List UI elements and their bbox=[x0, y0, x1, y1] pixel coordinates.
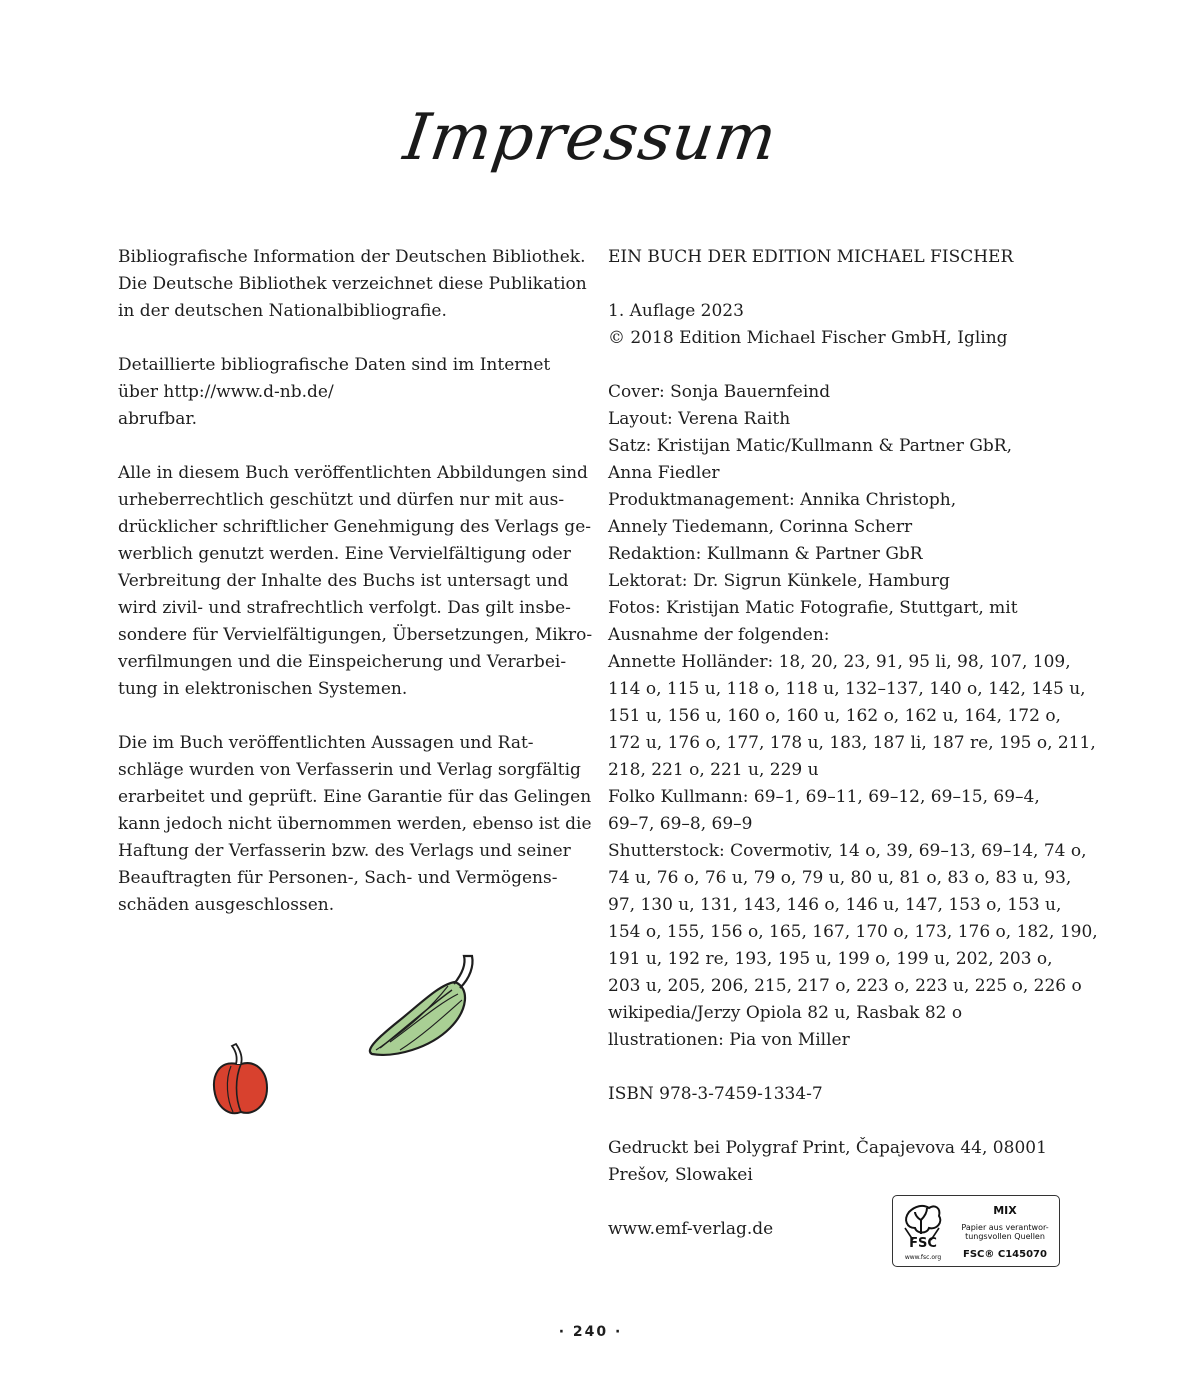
text-line: Shutterstock: Covermotiv, 14 o, 39, 69–13, 69–14, 74 o, bbox=[608, 841, 1087, 861]
text-line: Detaillierte bibliografische Daten sind im Internet bbox=[118, 355, 551, 375]
text-line: 74 u, 76 o, 76 u, 79 o, 79 u, 80 u, 81 o, 83 o, 83 u, 93, bbox=[608, 868, 1072, 888]
cucumber-illustration bbox=[360, 950, 485, 1065]
text-line: Annette Holländer: 18, 20, 23, 91, 95 li, 98, 107, 109, bbox=[608, 652, 1071, 672]
text-line: schäden ausgeschlossen. bbox=[118, 895, 335, 915]
fsc-description-line: Papier aus verantwor- bbox=[961, 1223, 1049, 1232]
text-line: 203 u, 205, 206, 215, 217 o, 223 o, 223 u, 225 o, 226 o bbox=[608, 976, 1082, 996]
printer-info bbox=[608, 1135, 1078, 1189]
text-line: 69–7, 69–8, 69–9 bbox=[608, 814, 753, 834]
fsc-label bbox=[892, 1195, 1060, 1267]
text-line: 97, 130 u, 131, 143, 146 o, 146 u, 147, 153 o, 153 u, bbox=[608, 895, 1062, 915]
text-line: 114 o, 115 u, 118 o, 118 u, 132–137, 140 o, 142, 145 u, bbox=[608, 679, 1086, 699]
text-line: 151 u, 156 u, 160 o, 160 u, 162 o, 162 u, 164, 172 o, bbox=[608, 706, 1061, 726]
text-line: Gedruckt bei Polygraf Print, Čapajevova 44, 08001 bbox=[608, 1138, 1047, 1158]
fsc-description-line: tungsvollen Quellen bbox=[965, 1232, 1045, 1241]
text-line: Alle in diesem Buch veröffentlichten Abbildungen sind bbox=[118, 463, 588, 483]
text-line: Satz: Kristijan Matic/Kullmann & Partner GbR, bbox=[608, 436, 1012, 456]
text-line: © 2018 Edition Michael Fischer GmbH, Igling bbox=[608, 328, 1008, 348]
text-line: Folko Kullmann: 69–1, 69–11, 69–12, 69–15, 69–4, bbox=[608, 787, 1040, 807]
copyright-note bbox=[118, 460, 593, 703]
text-line: 172 u, 176 o, 177, 178 u, 183, 187 li, 187 re, 195 o, 211, bbox=[608, 733, 1096, 753]
website-link[interactable]: www.emf-verlag.de bbox=[608, 1219, 774, 1239]
text-line: Verbreitung der Inhalte des Buchs ist untersagt und bbox=[118, 571, 569, 591]
text-line: in der deutschen Nationalbibliografie. bbox=[118, 301, 447, 321]
text-line: llustrationen: Pia von Miller bbox=[608, 1030, 850, 1050]
edition-info bbox=[608, 298, 1078, 352]
text-line: EIN BUCH DER EDITION MICHAEL FISCHER bbox=[608, 247, 1014, 267]
right-column bbox=[608, 244, 1098, 1270]
pepper-illustration bbox=[205, 1042, 275, 1122]
page-number: · 240 · bbox=[558, 1324, 623, 1340]
credits bbox=[608, 379, 1098, 1054]
text-line: werblich genutzt werden. Eine Vervielfältigung oder bbox=[118, 544, 571, 564]
text-line: Haftung der Verfasserin bzw. des Verlags und seiner bbox=[118, 841, 571, 861]
text-line: Annely Tiedemann, Corinna Scherr bbox=[608, 517, 913, 537]
text-line: Prešov, Slowakei bbox=[608, 1165, 753, 1185]
text-line: 154 o, 155, 156 o, 165, 167, 170 o, 173, 176 o, 182, 190, bbox=[608, 922, 1098, 942]
text-line: Lektorat: Dr. Sigrun Künkele, Hamburg bbox=[608, 571, 950, 591]
text-line: wird zivil- und strafrechtlich verfolgt. Das gilt insbe- bbox=[118, 598, 571, 618]
text-line: Anna Fiedler bbox=[608, 463, 720, 483]
text-line: verfilmungen und die Einspeicherung und Verarbei- bbox=[118, 652, 567, 672]
text-line: 1. Auflage 2023 bbox=[608, 301, 744, 321]
fsc-description bbox=[955, 1223, 1055, 1241]
text-line: Ausnahme der folgenden: bbox=[608, 625, 830, 645]
text-line: 191 u, 192 re, 193, 195 u, 199 o, 199 u, 202, 203 o, bbox=[608, 949, 1053, 969]
text-line: tung in elektronischen Systemen. bbox=[118, 679, 408, 699]
text-line: Die Deutsche Bibliothek verzeichnet diese Publikation bbox=[118, 274, 587, 294]
bibliography-data-note bbox=[118, 352, 588, 433]
isbn bbox=[608, 1081, 1078, 1108]
text-line: Redaktion: Kullmann & Partner GbR bbox=[608, 544, 923, 564]
text-line: Bibliografische Information der Deutschen Bibliothek. bbox=[118, 247, 586, 267]
fsc-mix-label: MIX bbox=[993, 1204, 1017, 1217]
text-line: Die im Buch veröffentlichten Aussagen und Rat- bbox=[118, 733, 534, 753]
text-line: schläge wurden von Verfasserin und Verlag sorgfältig bbox=[118, 760, 581, 780]
text-line: drücklicher schriftlicher Genehmigung des Verlags ge- bbox=[118, 517, 591, 537]
text-line: Fotos: Kristijan Matic Fotografie, Stuttgart, mit bbox=[608, 598, 1018, 618]
publisher-heading bbox=[608, 244, 1078, 271]
text-line: 218, 221 o, 221 u, 229 u bbox=[608, 760, 819, 780]
text-line: Cover: Sonja Bauernfeind bbox=[608, 382, 831, 402]
text-line: erarbeitet und geprüft. Eine Garantie für das Gelingen bbox=[118, 787, 592, 807]
fsc-logo-text: FSC bbox=[909, 1236, 937, 1251]
text-line: Layout: Verena Raith bbox=[608, 409, 791, 429]
page-title: Impressum bbox=[399, 101, 782, 175]
text-line: kann jedoch nicht übernommen werden, ebenso ist die bbox=[118, 814, 592, 834]
text-line: wikipedia/Jerzy Opiola 82 u, Rasbak 82 o bbox=[608, 1003, 963, 1023]
text-line: abrufbar. bbox=[118, 409, 198, 429]
text-line: Produktmanagement: Annika Christoph, bbox=[608, 490, 957, 510]
fsc-tree-icon bbox=[899, 1200, 947, 1262]
left-column bbox=[118, 244, 593, 946]
text-line: sondere für Vervielfältigungen, Übersetzungen, Mikro- bbox=[118, 625, 593, 645]
text-line: ISBN 978-3-7459-1334-7 bbox=[608, 1084, 823, 1104]
disclaimer-note bbox=[118, 730, 592, 919]
text-line: Beauftragten für Personen-, Sach- und Vermögens- bbox=[118, 868, 558, 888]
text-line: urheberrechtlich geschützt und dürfen nur mit aus- bbox=[118, 490, 565, 510]
text-line: über http://www.d-nb.de/ bbox=[118, 382, 334, 402]
fsc-website: www.fsc.org bbox=[904, 1254, 942, 1261]
bibliography-note bbox=[118, 244, 588, 325]
fsc-license-code: FSC® C145070 bbox=[963, 1249, 1047, 1260]
